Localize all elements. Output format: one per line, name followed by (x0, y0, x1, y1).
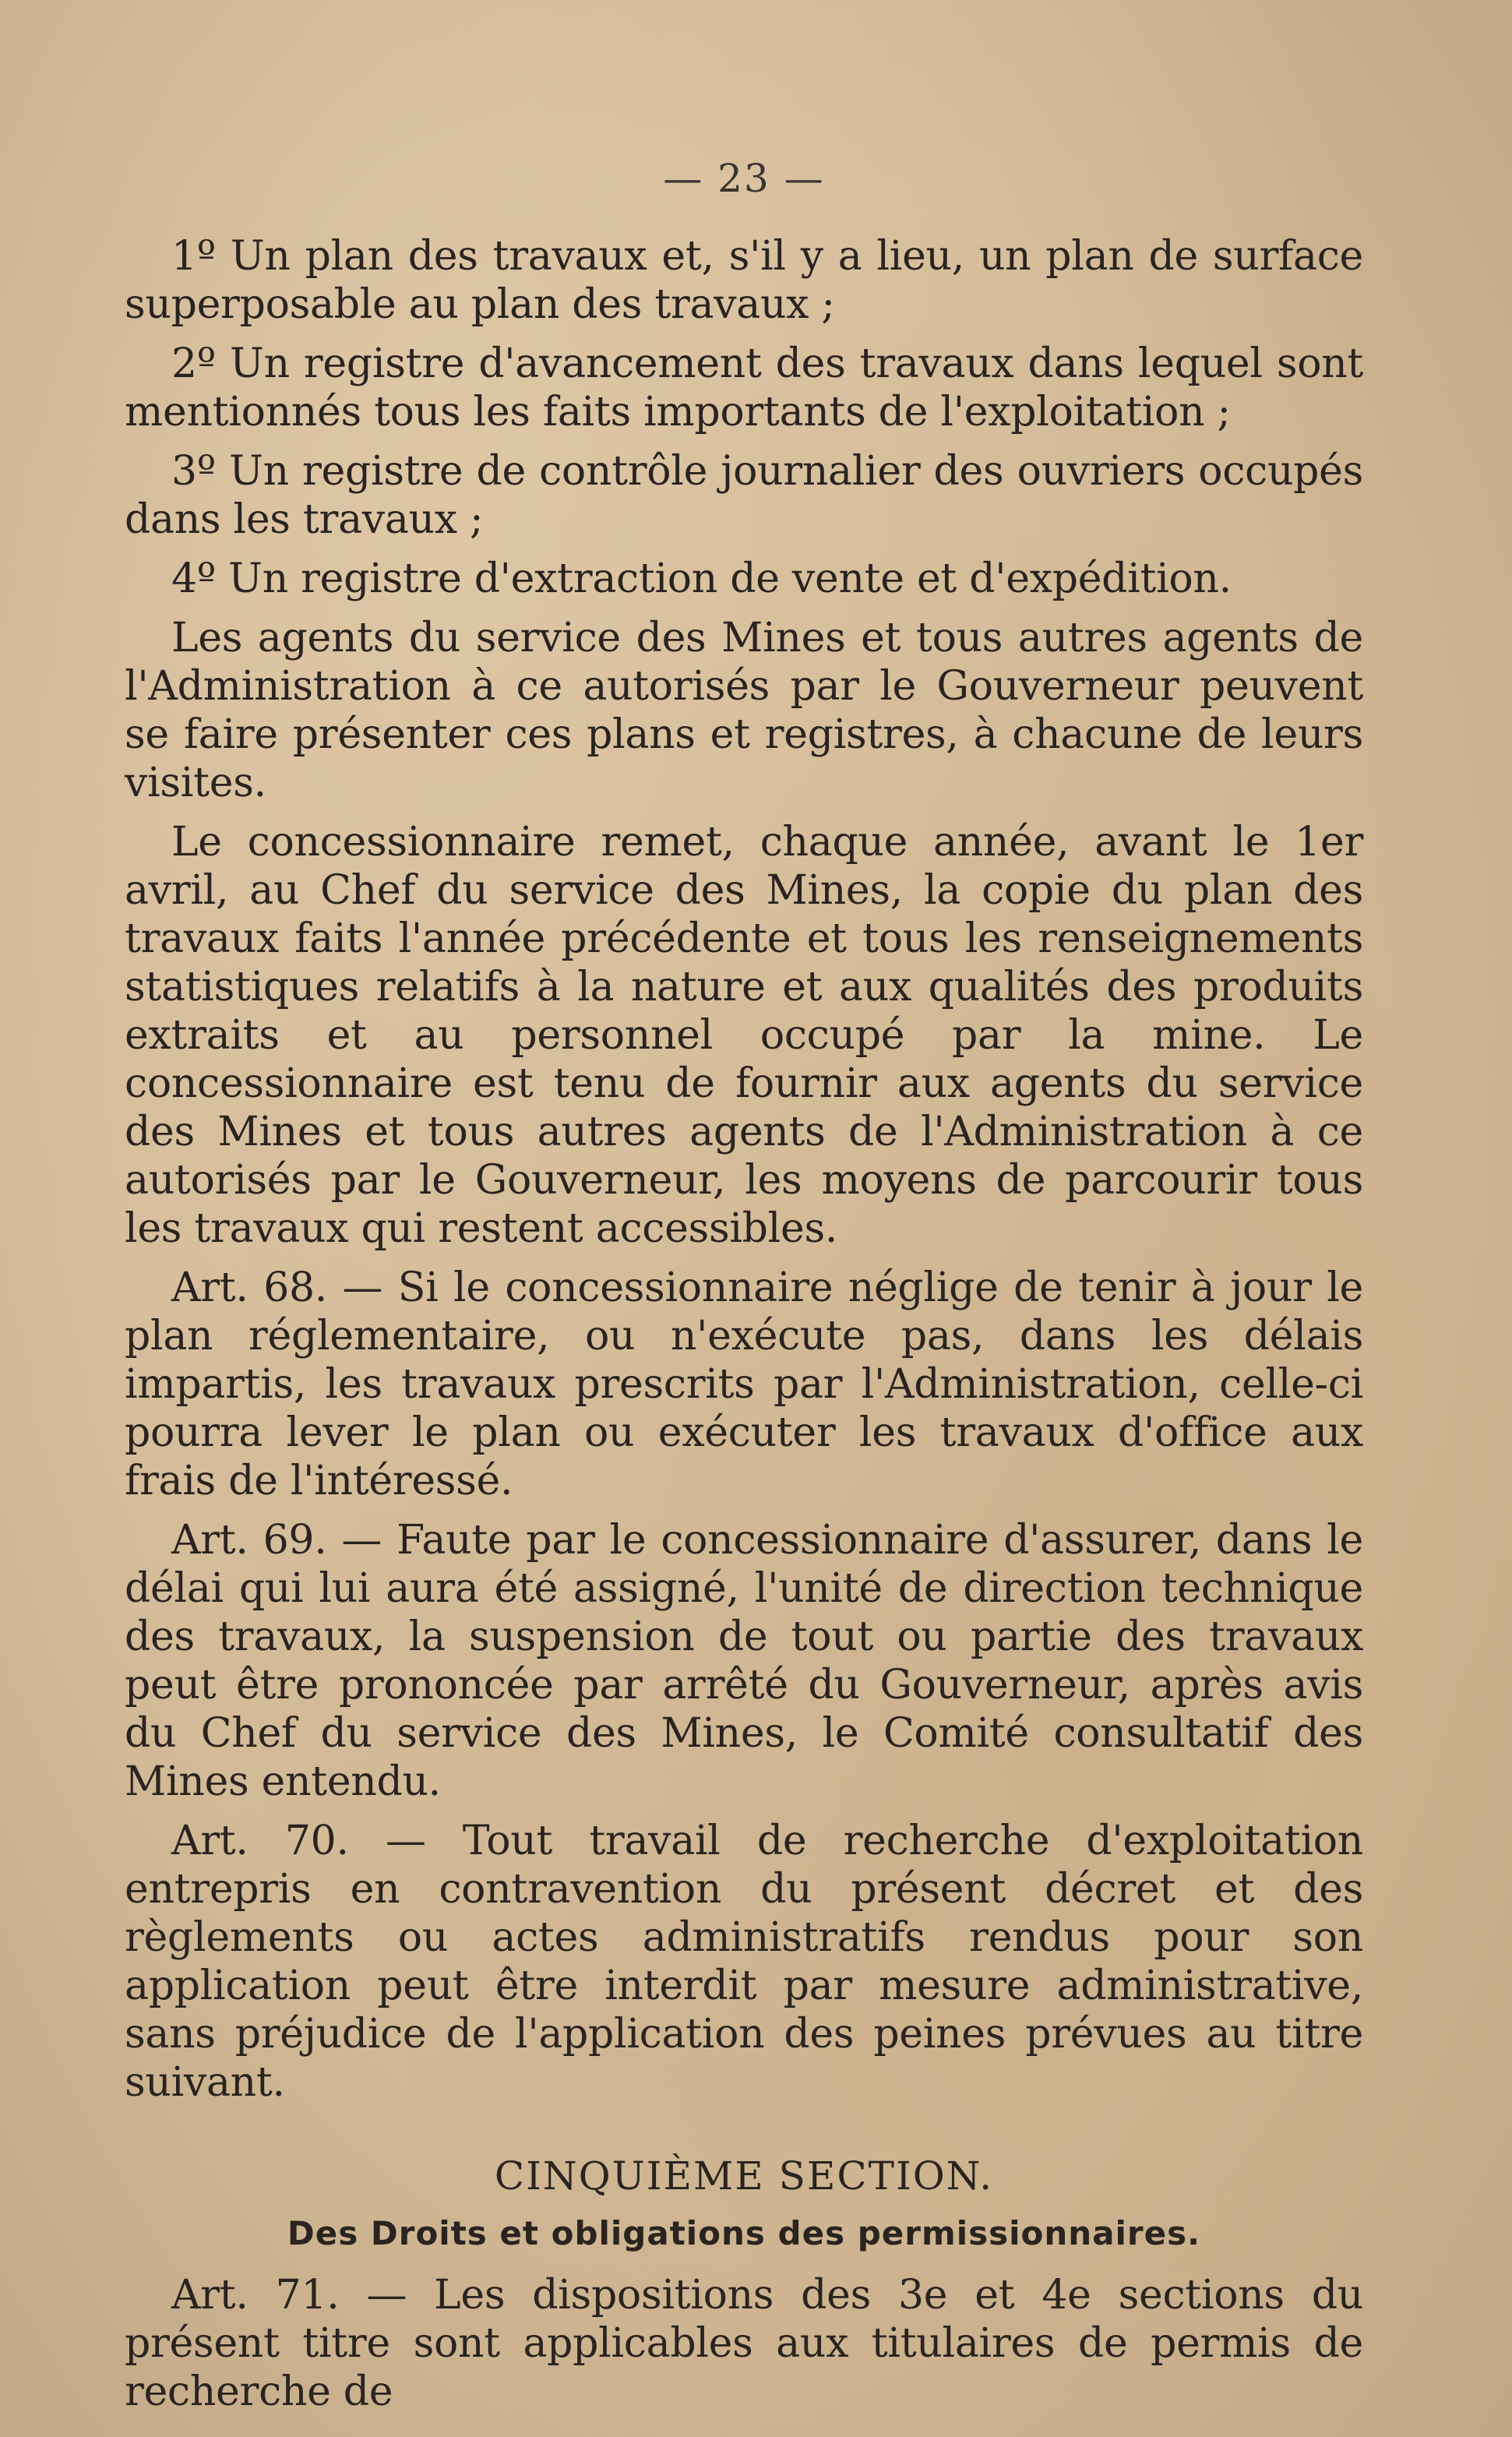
paragraph-5: Les agents du service des Mines et tous autres agents de l'Administration à ce autorisés par le Gouverneur peuvent se faire présenter ces plans et registres, à chacune de leurs visites. (125, 615, 1363, 806)
paragraph-3: 3º Un registre de contrôle journalier des ouvriers occupés dans les travaux ; (125, 448, 1363, 543)
section-title: CINQUIÈME SECTION. (494, 2153, 994, 2199)
article-71: Art. 71. — Les dispositions des 3e et 4e sections du présent titre sont applicables aux titulaires de permis de recherche de (125, 2272, 1363, 2415)
article-69: Art. 69. — Faute par le concessionnaire d'assurer, dans le délai qui lui aura été assigné, l'unité de direction technique des travaux, la suspension de tout ou partie des travaux peut être prononcée par arrêté du Gouverneur, après avis du Chef du service des Mines, le Comité consultatif des Mines entendu. (125, 1517, 1363, 1805)
paragraph-2: 2º Un registre d'avancement des travaux dans lequel sont mentionnés tous les faits importants de l'exploitation ; (125, 340, 1363, 436)
paragraph-4: 4º Un registre d'extraction de vente et d'expédition. (171, 555, 1232, 602)
paragraph-1: 1º Un plan des travaux et, s'il y a lieu, un plan de surface superposable au plan des travaux ; (125, 233, 1363, 328)
article-68: Art. 68. — Si le concessionnaire néglige de tenir à jour le plan réglementaire, ou n'exécute pas, dans les délais impartis, les travaux prescrits par l'Administration, celle-ci pourra lever le plan ou exécuter les travaux d'office aux frais de l'intéressé. (125, 1264, 1363, 1504)
article-70: Art. 70. — Tout travail de recherche d'exploitation entrepris en contravention du présent décret et des règlements ou actes administratifs rendus pour son application peut être interdit par mesure administrative, sans préjudice de l'application des peines prévues au titre suivant. (125, 1818, 1363, 2106)
section-subtitle: Des Droits et obligations des permissionnaires. (287, 2214, 1201, 2252)
book-page (125, 156, 1363, 2415)
page-number: — 23 — (663, 156, 825, 201)
paragraph-6: Le concessionnaire remet, chaque année, avant le 1er avril, au Chef du service des Mines, la copie du plan des travaux faits l'année précédente et tous les renseignements statistiques relatifs à la nature et aux qualités des produits extraits et au personnel occupé par la mine. Le concessionnaire est tenu de fournir aux agents du service des Mines et tous autres agents de l'Administration à ce autorisés par le Gouverneur, les moyens de parcourir tous les travaux qui restent accessibles. (125, 819, 1363, 1252)
